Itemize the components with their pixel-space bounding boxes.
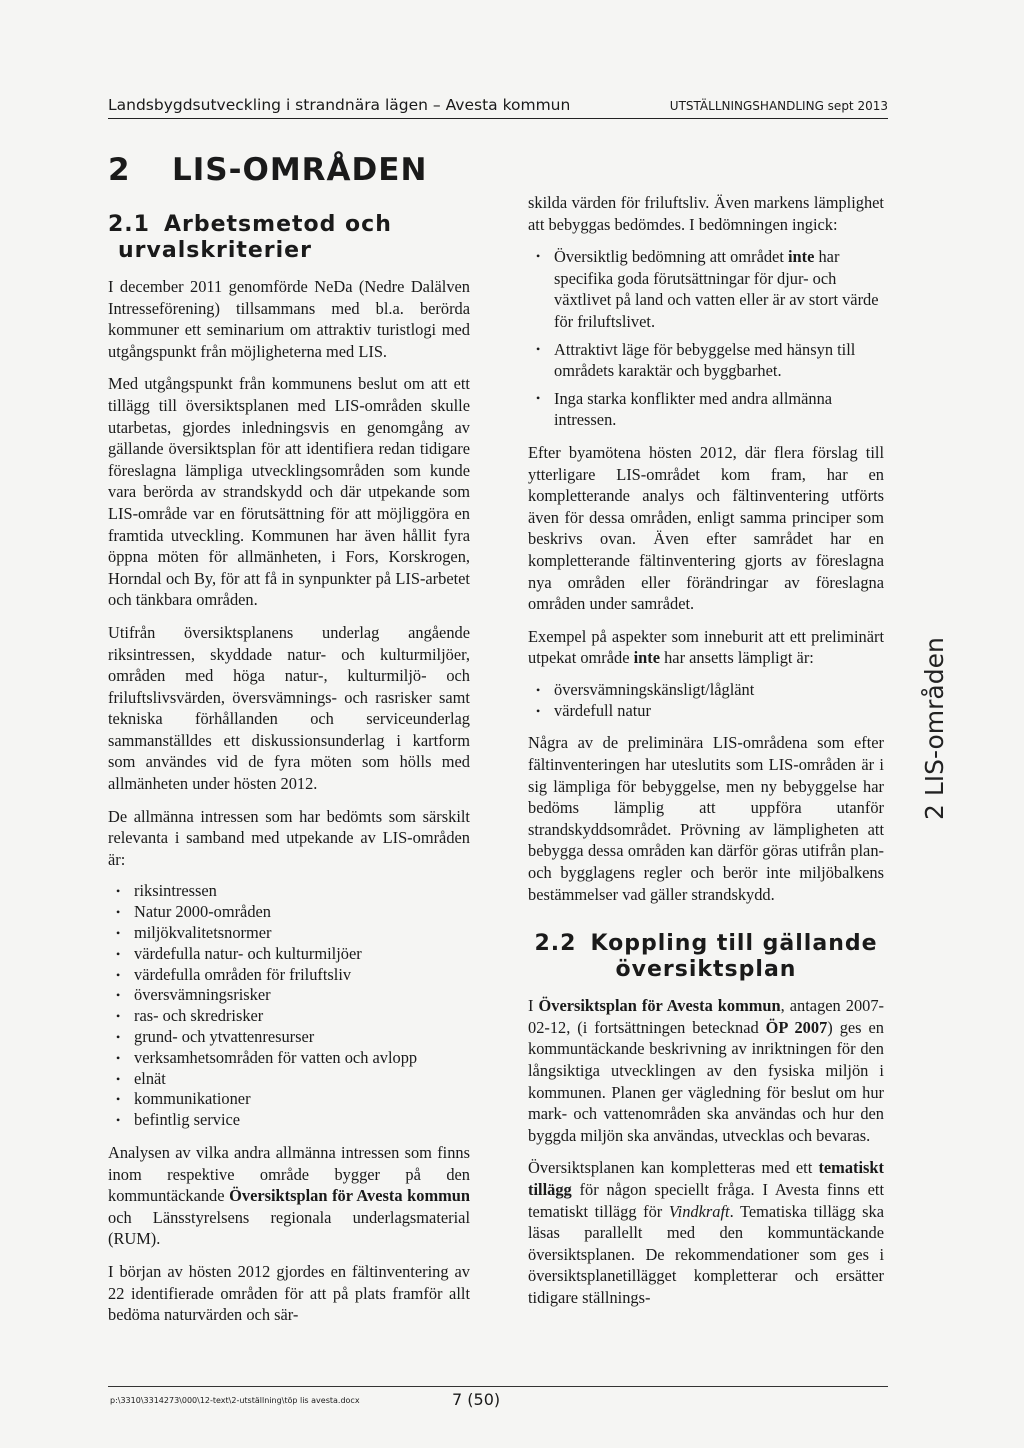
assessment-criteria-list (528, 246, 884, 431)
section-title-line2: översiktsplan (615, 957, 797, 983)
paragraph: skilda värden för friluftsliv. Även markens lämplighet att bebyggas bedömdes. I bedömningen ingick: (528, 193, 884, 234)
list-item: • kommunikationer (108, 1089, 470, 1110)
text-run: I (528, 996, 539, 1016)
bold-text-run: inte (787, 247, 815, 267)
list-item: • översvämningsrisker (108, 985, 470, 1006)
chapter-side-tab: 2 LIS-områden (920, 637, 949, 820)
text-run: ) ges en kommuntäckande beskrivning av inriktningen för den långsiktiga utvecklingen av den fysiska miljön i kommunen. Planen ger vägledning för beslut om hur mark- och vattenområden ska användas och hur den byggda miljön ska användas, utvecklas och bevaras. (528, 1017, 884, 1145)
text-run: . Tematiska tillägg ska läsas parallellt med den kommuntäckande översiktsplanen. De rekommendationer som ges i översiktsplanetillägget kompletterar och ersätter tidigare ställnings- (528, 1201, 884, 1307)
paragraph (528, 626, 884, 669)
list-item: • elnät (108, 1069, 470, 1090)
bold-text-run: inte (633, 648, 660, 668)
text-run: Analysen av vilka andra allmänna intressen som finns inom respektive område bygger på den kommuntäckande (108, 1143, 470, 1206)
section-title-line1: Arbetsmetod och (164, 212, 392, 237)
text-run: och Länsstyrelsens regionala underlagsmaterial (RUM). (108, 1207, 470, 1249)
list-item: • Natur 2000-områden (108, 902, 470, 923)
list-item: • riksintressen (108, 881, 470, 902)
section-title-line1: Koppling till gällande (590, 931, 878, 957)
list-item: • grund- och ytvattenresurser (108, 1027, 470, 1048)
paragraph (108, 1142, 470, 1250)
list-item (528, 246, 884, 332)
list-item: • miljökvalitetsnormer (108, 923, 470, 944)
list-item: • befintlig service (108, 1110, 470, 1131)
text-run: Översiktsplanen kan kompletteras med ett (528, 1158, 819, 1178)
paragraph: Med utgångspunkt från kommunens beslut om att ett tillägg till översiktsplanen med LIS-områden skulle utarbetas, gjordes inledningsvis en genomgång av gällande översiktsplan för att identifiera redan tidigare föreslagna lämpliga utvecklingsområden som kunde vara berörda av strandskydd och där utpekande som LIS-område var en förutsättning för att möjliggöra en framtida utveckling. Kommunen har även hållit fyra öppna möten för allmänheten, i Fors, Korskrogen, Horndal och By, för att få in synpunkter på LIS-arbetet och tänkbara områden. (108, 374, 470, 610)
bold-text-run: Översiktsplan för Avesta kommun (538, 996, 781, 1016)
list-item: • Attraktivt läge för bebyggelse med hänsyn till områdets karaktär och byggbarhet. (528, 339, 884, 382)
paragraph: De allmänna intressen som har bedömts som särskilt relevanta i samband med utpekande av LIS-områden är: (108, 806, 470, 869)
chapter-title: LIS-OMRÅDEN (172, 152, 428, 188)
paragraph: Några av de preliminära LIS-områdena som efter fältinventeringen har uteslutits som LIS-områden är i sig lämpliga för bebyggelse, men ny bebyggelse har bedöms lämplig att uppföra utanför strandskyddsområdet. Prövning av lämpligheten att bebygga dessa områden kan därför göras utifrån plan- och bygglagens regler och berör inte miljöbalkens bestämmelser vad gäller strandskydd. (528, 733, 884, 904)
paragraph (528, 1157, 884, 1308)
left-column (108, 212, 470, 1337)
page-number: 7 (50) (452, 1390, 501, 1409)
paragraph: I början av hösten 2012 gjordes en fältinventering av 22 identifierade områden för att på plats framför allt bedöma naturvärden och sär- (108, 1261, 470, 1325)
list-item: • ras- och skredrisker (108, 1006, 470, 1027)
header-document-title: Landsbygdsutveckling i strandnära lägen – Avesta kommun (108, 96, 571, 114)
chapter-number: 2 (108, 152, 131, 188)
list-item: • verksamhetsområden för vatten och avlopp (108, 1048, 470, 1069)
chapter-heading (108, 152, 427, 188)
list-item: • värdefulla natur- och kulturmiljöer (108, 944, 470, 965)
aspects-list (528, 680, 884, 722)
section-number: 2.1 (108, 212, 150, 237)
header-document-status: UTSTÄLLNINGSHANDLING sept 2013 (669, 99, 888, 113)
text-run: har ansetts lämpligt är: (660, 648, 814, 668)
bold-text-run: Översiktsplan för Avesta kommun (229, 1186, 470, 1206)
list-item: • översvämningskänsligt/låglänt (528, 680, 884, 701)
text-run: , antagen 2007-02-12, (i fortsättningen betecknad (528, 996, 884, 1037)
text-run: Exempel på aspekter som inneburit att ett preliminärt utpekat område (528, 626, 884, 668)
interests-list (108, 881, 470, 1131)
text-run: Översiktlig bedömning att området (554, 247, 788, 267)
footer-file-path: p:\3310\3314273\000\12-text\2-utställning\töp lis avesta.docx (110, 1396, 360, 1405)
bold-text-run: tematiskt tillägg (528, 1158, 884, 1199)
page-header (108, 96, 888, 119)
paragraph: Utifrån översiktsplanens underlag angående riksintressen, skyddade natur- och kulturmiljöer, områden med höga natur-, kulturmiljö- och friluftslivsvärden, översvämnings- och rasrisker samt tekniska förhållanden och serviceunderlag sammanställdes ett diskussionsunderlag i kartform som användes vid de fyra möten som hölls med allmänheten under hösten 2012. (108, 622, 470, 794)
text-run: har specifika goda förutsättningar för djur- och växtlivet på land och vatten eller är av stort värde för friluftslivet. (554, 247, 879, 331)
italic-text-run: Vindkraft (668, 1201, 730, 1221)
paragraph: I december 2011 genomförde NeDa (Nedre Dalälven Intresseförening) tillsammans med bl.a. berörda kommuner ett seminarium om attraktiv turistlogi med utgångspunkt från möjligheterna med LIS. (108, 277, 470, 361)
section-heading-2-2 (528, 931, 884, 983)
list-item: • värdefull natur (528, 701, 884, 722)
list-item: • Inga starka konflikter med andra allmänna intressen. (528, 388, 884, 431)
section-number: 2.2 (534, 931, 577, 957)
section-heading-2-1 (108, 212, 470, 264)
paragraph (528, 995, 884, 1146)
right-column (528, 192, 884, 1320)
text-run: för någon speciellt fråga. I Avesta finns ett tematiskt tillägg för (528, 1179, 884, 1221)
bold-text-run: ÖP 2007 (765, 1017, 828, 1037)
section-title-line2: urvalskriterier (118, 238, 312, 263)
paragraph: Efter byamötena hösten 2012, där flera förslag till ytterligare LIS-området kom fram, har en kompletterande analys och fältinventering utförts även för dessa områden, enligt samma principer som beskrivs ovan. Även efter samrådet har en kompletterande fältinventering gjorts av föreslagna nya områden eller förändringar av föreslagna områden under samrådet. (528, 442, 884, 614)
list-item: • värdefulla områden för friluftsliv (108, 965, 470, 986)
footer-divider (108, 1386, 888, 1387)
